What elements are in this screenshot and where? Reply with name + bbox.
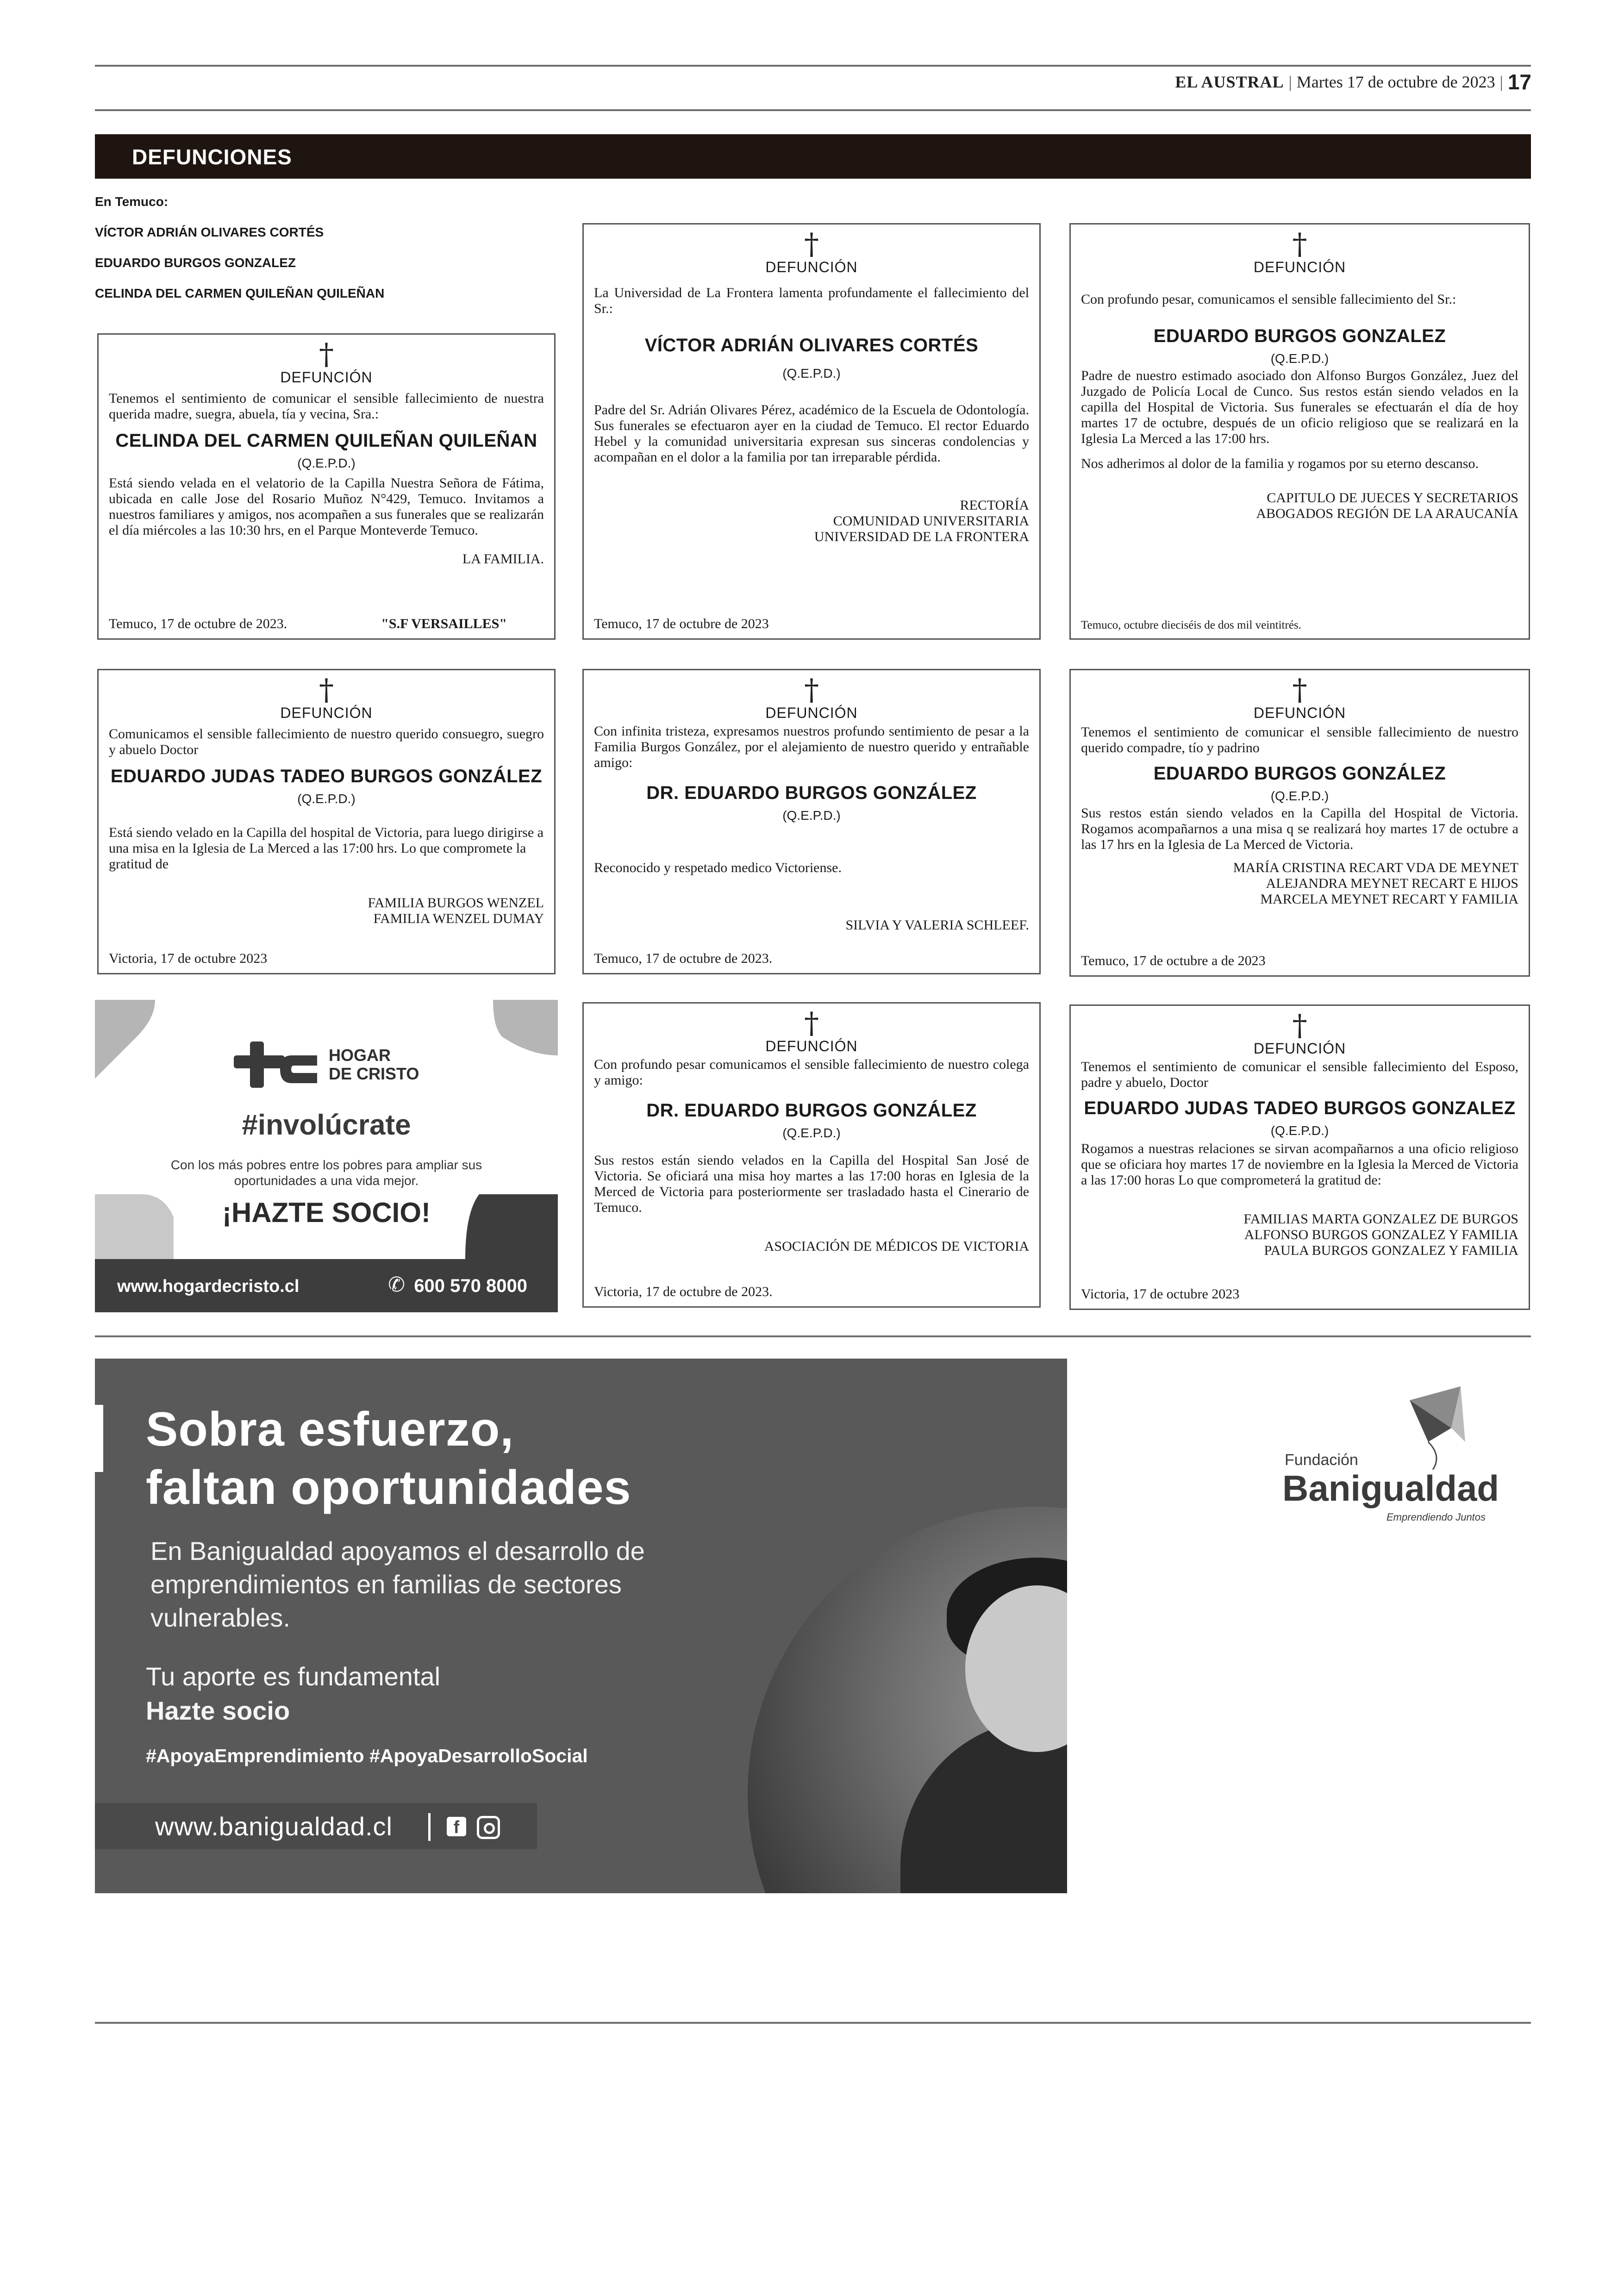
deceased-name: DR. EDUARDO BURGOS GONZÁLEZ (646, 783, 977, 803)
notice-place-date: Temuco, octubre dieciséis de dos mil veintitrés. (1081, 619, 1301, 631)
notice-title: DEFUNCIÓN (1253, 1040, 1346, 1057)
notice-signature: FAMILIAS MARTA GONZALEZ DE BURGOS ALFONSO BURGOS GONZALEZ Y FAMILIA PAULA BURGOS GONZALEZ Y FAMILIA (1243, 1211, 1518, 1258)
notice-intro: Tenemos el sentimiento de comunicar el sensible fallecimiento de nuestro querido compadre, tío y padrino (1081, 724, 1518, 755)
section-rule (95, 1335, 1531, 1337)
newspaper-name: EL AUSTRAL (1175, 73, 1284, 91)
ad-subtext: Con los más pobres entre los pobres para ampliar sus oportunidades a una vida mejor. (170, 1158, 482, 1188)
notice-intro: Tenemos el sentimiento de comunicar el sensible fallecimiento del Esposo, padre y abuelo, Doctor (1081, 1059, 1518, 1090)
notice-intro: Comunicamos el sensible fallecimiento de nuestro querido consuegro, suegro y abuelo Doctor (109, 726, 544, 757)
instagram-icon[interactable] (477, 1816, 500, 1839)
notice-title: DEFUNCIÓN (765, 705, 858, 721)
notice-signature: FAMILIA BURGOS WENZEL FAMILIA WENZEL DUMAY (368, 895, 544, 926)
notice-intro: Tenemos el sentimiento de comunicar el sensible fallecimiento de nuestra querida madre, suegra, abuela, tía y vecina, Sra.: (109, 391, 544, 422)
section-bar (95, 134, 1531, 179)
notice-title: DEFUNCIÓN (1253, 259, 1346, 275)
notice-signature: CAPITULO DE JUECES Y SECRETARIOS ABOGADOS REGIÓN DE LA ARAUCANÍA (1256, 490, 1518, 521)
logo-brand: Banigualdad (1282, 1468, 1499, 1509)
notice-intro: Con profundo pesar comunicamos el sensible fallecimiento de nuestro colega y amigo: (594, 1057, 1029, 1088)
cross-icon: † (804, 1006, 819, 1041)
notice-place-date: Temuco, 17 de octubre de 2023. (109, 616, 287, 631)
accent-bar (95, 1405, 103, 1472)
hogar-logo-icon (234, 1037, 322, 1092)
notice-footer (109, 616, 544, 632)
cross-icon: † (319, 673, 334, 707)
notice-intro: Con profundo pesar, comunicamos el sensible fallecimiento del Sr.: (1081, 292, 1456, 307)
qepd-label: (Q.E.P.D.) (782, 808, 841, 823)
notice-intro: La Universidad de La Frontera lamenta profundamente el fallecimiento del Sr.: (594, 285, 1029, 316)
cross-icon: † (1292, 673, 1307, 707)
cross-icon: † (319, 337, 334, 372)
notice-title: DEFUNCIÓN (280, 369, 373, 386)
cross-icon: † (1292, 227, 1307, 262)
facebook-icon[interactable]: f (447, 1817, 466, 1836)
notice-signature: LA FAMILIA. (462, 551, 544, 567)
section-title: DEFUNCIONES (132, 145, 292, 169)
obituary-notice (97, 333, 556, 640)
notice-body: Padre del Sr. Adrián Olivares Pérez, académico de la Escuela de Odontología. Sus funerales se efectuaron ayer en la ciudad de Temuco. El rector Eduardo Hebel y la comunidad universitaria expresan sus sinceras condolencias y acompañan en el dolor a la familia por tan irreparable pérdida. (594, 402, 1029, 465)
hazte-socio-button[interactable]: ¡HAZTE SOCIO! (222, 1197, 431, 1228)
notice-signature: ASOCIACIÓN DE MÉDICOS DE VICTORIA (764, 1239, 1029, 1254)
notice-body: Reconocido y respetado medico Victoriense. (594, 860, 842, 875)
hogar-phone: 600 570 8000 (414, 1276, 527, 1296)
obituary-notice (582, 669, 1041, 974)
page-number: 17 (1507, 70, 1531, 94)
notice-place-date: Temuco, 17 de octubre de 2023. (594, 951, 773, 966)
hogar-org-name: HOGAR DE CRISTO (329, 1046, 419, 1083)
notice-place-date: Temuco, 17 de octubre a de 2023 (1081, 953, 1266, 968)
phone-icon: ✆ (388, 1273, 405, 1296)
cross-icon: † (804, 227, 819, 262)
notice-body: Sus restos están siendo velados en la Capilla del Hospital de Victoria. Rogamos acompañarnos a una misa q se realizará hoy martes 17 de octubre a las 17 hrs en la Iglesia de La Merced de Victoria. (1081, 805, 1518, 852)
obituary-notice (1069, 669, 1530, 977)
masthead: EL AUSTRAL | Martes 17 de octubre de 2023 | 17 (1175, 70, 1531, 94)
notice-signature: RECTORÍA COMUNIDAD UNIVERSITARIA UNIVERSIDAD DE LA FRONTERA (814, 498, 1029, 544)
banigualdad-url-link[interactable]: www.banigualdad.cl (155, 1812, 393, 1841)
deceased-name: DR. EDUARDO BURGOS GONZÁLEZ (646, 1100, 977, 1121)
notice-body: Sus restos están siendo velados en la Capilla del Hospital San José de Victoria. Se oficiará una misa hoy martes a las 17:00 horas en Iglesia de la Merced de Victoria para posteriormente ser trasladado hasta el Cinerario de Temuco. (594, 1153, 1029, 1215)
deceased-name: VÍCTOR ADRIÁN OLIVARES CORTÉS (644, 335, 979, 355)
obituary-notice (582, 1002, 1041, 1308)
deceased-name: EDUARDO BURGOS GONZALEZ (1153, 326, 1446, 346)
city-label: En Temuco: (95, 194, 169, 209)
issue-date: Martes 17 de octubre de 2023 (1296, 73, 1495, 91)
bottom-rule (95, 2022, 1531, 2024)
notice-title: DEFUNCIÓN (765, 259, 858, 275)
ad-hashtags: #ApoyaEmprendimiento #ApoyaDesarrolloSocial (146, 1745, 588, 1766)
notice-footer (594, 951, 1029, 967)
ad-contact-bar (95, 1259, 558, 1312)
logo-tagline: Emprendiendo Juntos (1387, 1511, 1486, 1523)
logo-foundation: Fundación (1285, 1451, 1358, 1469)
notice-footer (594, 616, 1029, 632)
notice-body: Padre de nuestro estimado asociado don Alfonso Burgos González, Juez del Juzgado de Policía Local de Cunco. Sus restos están siendo velados en la capilla del Hospital de Victoria. Sus funerales se efectuarán el día de hoy martes 17 de octubre, después de un oficio religioso que se realizará en la Iglesia La Merced a las 17:00 hrs. (1081, 368, 1518, 446)
funeral-home: "S.F VERSAILLES" (381, 616, 507, 631)
ad-body: En Banigualdad apoyamos el desarrollo de emprendimientos en familias de sectores vulnerables. (150, 1536, 645, 1632)
qepd-label: (Q.E.P.D.) (1270, 789, 1329, 803)
cross-icon: † (804, 673, 819, 707)
notice-title: DEFUNCIÓN (765, 1038, 858, 1054)
ad-web-bar (95, 1803, 537, 1849)
obituary-notice (582, 223, 1041, 640)
notice-signature: SILVIA Y VALERIA SCHLEEF. (845, 917, 1029, 933)
obituary-notice (97, 669, 556, 974)
obituary-notice (1069, 223, 1530, 640)
notice-body: Está siendo velado en la Capilla del hospital de Victoria, para luego dirigirse a una misa en la Iglesia de La Merced a las 17:00 hrs. Lo que compromete la gratitud de (109, 825, 544, 872)
notice-place-date: Victoria, 17 de octubre 2023 (1081, 1286, 1240, 1302)
qepd-label: (Q.E.P.D.) (297, 456, 356, 470)
notice-intro: Con infinita tristeza, expresamos nuestros profundo sentimiento de pesar a la Familia Burgos González, por el alejamiento de nuestro querido y entrañable amigo: (594, 723, 1029, 770)
ad-appeal: Tu aporte es fundamental Hazte socio (146, 1662, 441, 1725)
notice-footer (1081, 619, 1518, 632)
qepd-label: (Q.E.P.D.) (1270, 351, 1329, 366)
notice-footer (594, 1284, 1029, 1300)
list-item: CELINDA DEL CARMEN QUILEÑAN QUILEÑAN (95, 286, 385, 300)
ad-headline: Sobra esfuerzo, faltan oportunidades (146, 1403, 631, 1515)
notice-footer (1081, 953, 1518, 969)
notice-title: DEFUNCIÓN (1253, 705, 1346, 721)
hogar-url-link[interactable]: www.hogardecristo.cl (117, 1277, 300, 1296)
deceased-name: EDUARDO BURGOS GONZÁLEZ (1153, 763, 1446, 784)
notice-signature: MARÍA CRISTINA RECART VDA DE MEYNET ALEJANDRA MEYNET RECART E HIJOS MARCELA MEYNET RECART Y FAMILIA (1233, 860, 1518, 907)
list-item: EDUARDO BURGOS GONZALEZ (95, 256, 296, 270)
cross-icon: † (1292, 1009, 1307, 1043)
obituary-notice (1069, 1004, 1530, 1310)
notice-body: Está siendo velada en el velatorio de la Capilla Nuestra Señora de Fátima, ubicada en calle Jose del Rosario Muñoz N°429, Temuco. Invitamos a nuestros familiares y amigos, nos acompañen a sus funerales que se realizarán el día miércoles a las 10:30 hrs, en el Parque Monteverde Temuco. (109, 475, 544, 538)
notice-place-date: Temuco, 17 de octubre de 2023 (594, 616, 769, 631)
top-rule (95, 65, 1531, 67)
kite-logo-icon (1400, 1386, 1470, 1470)
qepd-label: (Q.E.P.D.) (782, 366, 841, 380)
notice-place-date: Victoria, 17 de octubre de 2023. (594, 1284, 773, 1299)
hogar-de-cristo-ad[interactable] (95, 1000, 558, 1312)
ad-hashtag: #involúcrate (242, 1109, 411, 1141)
qepd-label: (Q.E.P.D.) (1270, 1123, 1329, 1138)
deceased-name: CELINDA DEL CARMEN QUILEÑAN QUILEÑAN (115, 430, 537, 451)
notice-body-2: Nos adherimos al dolor de la familia y rogamos por su eterno descanso. (1081, 456, 1479, 471)
notice-footer (1081, 1286, 1518, 1302)
notice-footer (109, 951, 544, 967)
notice-place-date: Victoria, 17 de octubre 2023 (109, 951, 268, 966)
notice-body: Rogamos a nuestras relaciones se sirvan acompañarnos a una oficio religioso que se oficiara hoy martes 17 de noviembre en la Iglesia la Merced de Victoria a las 17:00 horas Lo que comprometerá la gratitud de: (1081, 1141, 1518, 1188)
deceased-name: EDUARDO JUDAS TADEO BURGOS GONZALEZ (1084, 1098, 1516, 1118)
deceased-name: EDUARDO JUDAS TADEO BURGOS GONZÁLEZ (110, 766, 543, 786)
city-death-list (95, 194, 384, 317)
notice-title: DEFUNCIÓN (280, 705, 373, 721)
header-rule (95, 109, 1531, 111)
list-item: VÍCTOR ADRIÁN OLIVARES CORTÉS (95, 225, 324, 239)
logo-panel (1067, 1359, 1531, 1893)
qepd-label: (Q.E.P.D.) (782, 1126, 841, 1140)
qepd-label: (Q.E.P.D.) (297, 792, 356, 806)
